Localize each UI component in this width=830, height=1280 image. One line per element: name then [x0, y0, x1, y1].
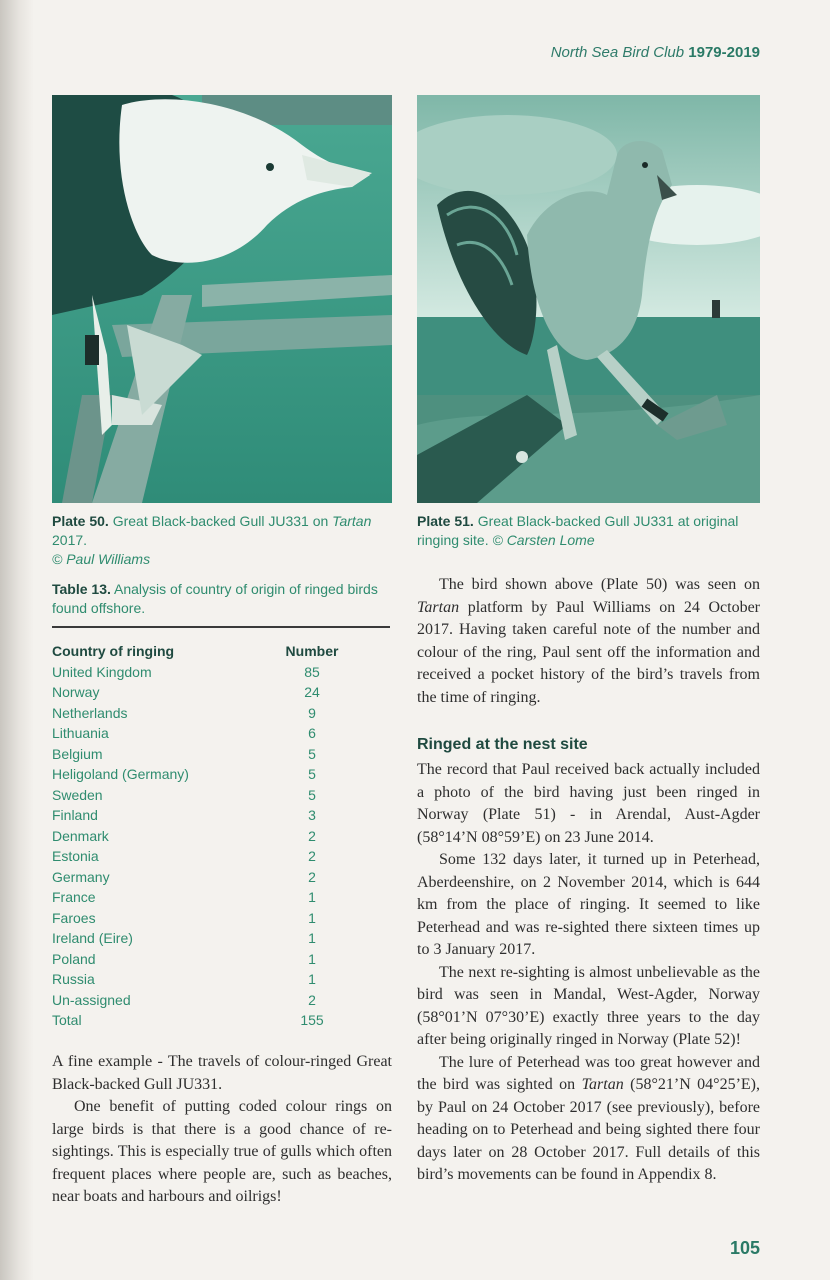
intro-text-after: platform by Paul Williams on 24 October 2017. Having taken careful note of the number and colour of the ring, Paul sent off the information and received a pocket history of the bird’s travels from the time of ringing.	[417, 598, 761, 706]
table-cell-number: 1	[308, 889, 316, 905]
table-cell-country: Un-assigned	[52, 991, 131, 1008]
ringing-country-table	[52, 641, 342, 1031]
table-cell-country: Finland	[52, 807, 98, 823]
intro-italic-tartan: Tartan	[417, 598, 460, 616]
table-cell-country: Heligoland (Germany)	[52, 766, 189, 782]
table-cell-country: Sweden	[52, 786, 103, 803]
table-cell-number: 3	[308, 807, 316, 823]
table-cell-country: Denmark	[52, 827, 109, 844]
table-row	[52, 969, 342, 990]
table-cell-number: 2	[308, 991, 316, 1008]
table-cell-number: 2	[308, 827, 316, 844]
table-row	[52, 744, 342, 765]
right-paragraph: Some 132 days later, it turned up in Peterhead, Aberdeenshire, on 2 November 2014, which is 644 km from the place of ringing. It seemed to like Peterhead and was re-sighted there sixteen times up to 3 January 2017.	[417, 851, 760, 958]
table-cell-country: Ireland (Eire)	[52, 930, 133, 946]
table-cell-number: 155	[300, 1012, 324, 1028]
intro-paragraph	[417, 574, 760, 709]
table-row	[52, 928, 342, 949]
intro-text-before: The bird shown above (Plate 50) was seen on	[439, 576, 760, 593]
table-row	[52, 703, 342, 724]
table-cell-country: Lithuania	[52, 725, 109, 741]
page-spine-shadow	[0, 0, 34, 1280]
table-row	[52, 826, 342, 847]
table-row	[52, 723, 342, 744]
plate-51-credit: © Carsten Lome	[492, 532, 595, 548]
table-cell-number: 2	[308, 848, 316, 864]
table-cell-country: United Kingdom	[52, 663, 152, 680]
table-header-row	[52, 641, 342, 662]
table-row	[52, 662, 342, 683]
table-cell-number: 2	[308, 868, 316, 885]
table-cell-country: Total	[52, 1012, 82, 1028]
table-row	[52, 867, 342, 888]
plate-50-caption	[52, 512, 392, 569]
table-cell-country: Norway	[52, 684, 100, 700]
table-cell-country: Faroes	[52, 909, 96, 926]
table-cell-country: Netherlands	[52, 704, 128, 721]
table-cell-number: 5	[308, 766, 316, 782]
page-number: 105	[729, 1238, 760, 1258]
last-text-before: The lure of Peterhead was too great however and the bird was sighted on	[417, 1053, 760, 1093]
left-paragraph: One benefit of putting coded colour rings on large birds is that there is a good chance of re-sightings. This is especially true of gulls which often frequent places where people are, such as beaches, near boats and harbours and oilrigs!	[52, 1098, 392, 1205]
right-paragraph-last	[417, 1052, 760, 1187]
plate-51-caption	[417, 512, 760, 550]
table-13-caption-text: Analysis of country of origin of ringed birds found offshore.	[52, 581, 378, 616]
table-cell-country: Russia	[52, 971, 95, 987]
table-cell-country: France	[52, 889, 96, 905]
header-years: 1979-2019	[688, 44, 760, 61]
table-cell-number: 5	[308, 786, 316, 803]
plate-51-photo	[417, 95, 760, 503]
table-cell-number: 85	[304, 663, 320, 680]
gull-chick-ringing-image	[417, 95, 760, 503]
table-cell-country: Poland	[52, 950, 96, 967]
table-cell-number: 1	[308, 930, 316, 946]
table-cell-number: 24	[304, 684, 320, 700]
right-column-text	[417, 759, 760, 1187]
table-row	[52, 785, 342, 806]
left-column-text	[52, 1051, 392, 1209]
table-13-caption	[52, 580, 392, 618]
table-cell-country: Estonia	[52, 848, 99, 864]
table-row	[52, 764, 342, 785]
table-13-label: Table 13.	[52, 581, 111, 597]
table-cell-number: 1	[308, 971, 316, 987]
running-header	[551, 44, 760, 61]
right-paragraph: The next re-sighting is almost unbelievable as the bird was seen in Mandal, West-Agder, Norway (58°01’N 07°30’E) exactly three years to the day after being originally ringed in Norway (Plate 52)!	[417, 963, 760, 1048]
table-cell-country: Germany	[52, 868, 110, 885]
plate-50-photo	[52, 95, 392, 503]
section-subheading: Ringed at the nest site	[417, 736, 588, 753]
table-row	[52, 990, 342, 1011]
table-cell-country: Belgium	[52, 745, 103, 762]
header-club-name: North Sea Bird Club	[550, 44, 685, 61]
col-header-number: Number	[285, 643, 339, 659]
right-intro-text	[417, 574, 760, 709]
table-row	[52, 949, 342, 970]
table-cell-number: 6	[308, 725, 316, 741]
gull-on-railing-image	[52, 95, 392, 503]
plate-50-year: 2017.	[52, 532, 88, 548]
table-cell-number: 1	[308, 950, 316, 967]
table-cell-number: 5	[308, 745, 316, 762]
plate-50-label: Plate 50.	[52, 513, 109, 529]
plate-50-text: Great Black-backed Gull JU331 on	[112, 513, 329, 529]
right-paragraph: The record that Paul received back actually included a photo of the bird having just been ringed in Norway (Plate 51) - in Arendal, Aust-Agder (58°14’N 08°59’E) on 23 June 2014.	[417, 761, 760, 846]
last-italic-tartan: Tartan	[581, 1076, 624, 1093]
table-row	[52, 682, 342, 703]
table-row	[52, 908, 342, 929]
left-paragraph: A fine example - The travels of colour-ringed Great Black-backed Gull JU331.	[52, 1053, 392, 1093]
table-top-rule	[52, 626, 390, 628]
table-row	[52, 887, 342, 908]
table-row	[52, 846, 342, 867]
table-cell-number: 9	[308, 704, 316, 721]
table-row	[52, 1010, 342, 1031]
table-cell-number: 1	[308, 909, 316, 926]
plate-51-text: Great Black-backed Gull JU331 at original ringing site.	[417, 513, 739, 548]
col-header-country: Country of ringing	[52, 643, 175, 659]
last-text-after: (58°21’N 04°25’E), by Paul on 24 October 2017 (see previously), before heading on to Peterhead and being sighted there four days later on 28 October 2017. Full details of this bird’s movements can be found in Appendix 8.	[417, 1076, 761, 1183]
plate-51-label: Plate 51.	[417, 513, 474, 529]
plate-50-italic: Tartan	[332, 513, 372, 529]
table-row	[52, 805, 342, 826]
plate-50-credit: © Paul Williams	[52, 551, 151, 567]
